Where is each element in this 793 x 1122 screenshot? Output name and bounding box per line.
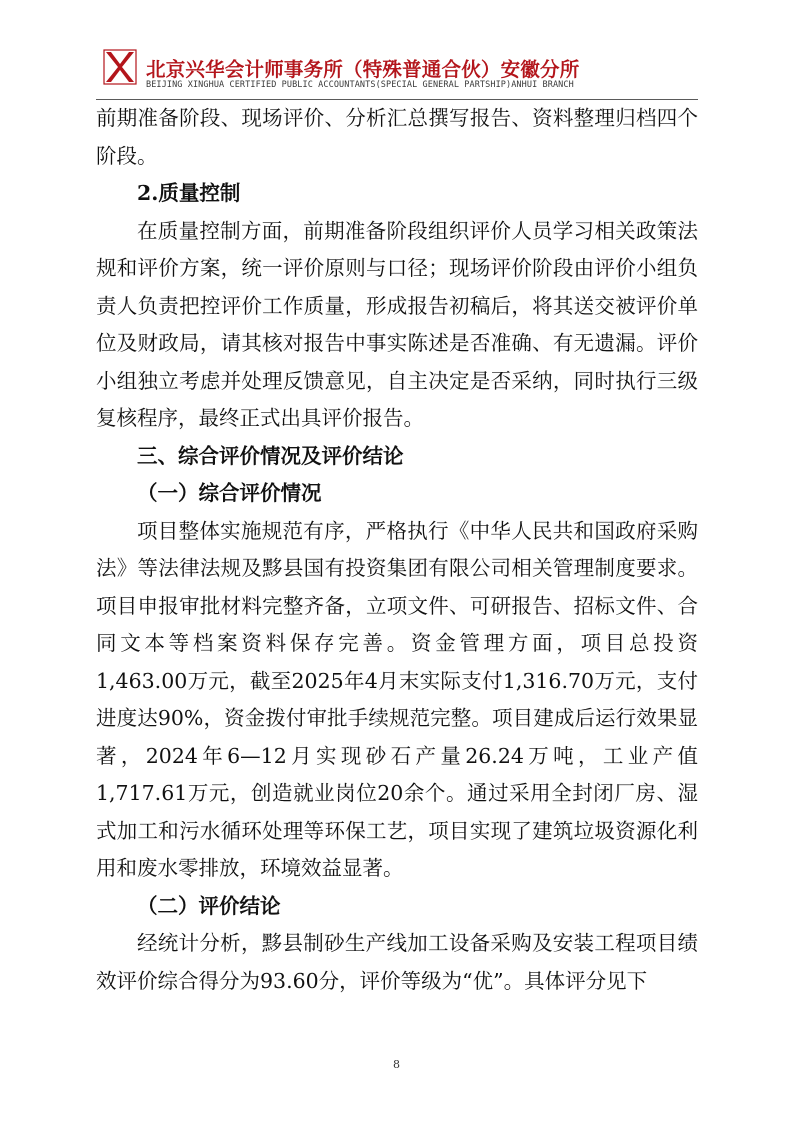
paragraph-quality-control: 在质量控制方面，前期准备阶段组织评价人员学习相关政策法规和评价方案，统一评价原则与口径；现场评价阶段由评价小组负责人负责把控评价工作质量，形成报告初稿后，将其送交被评价单位及财政局，请其核对报告中事实陈述是否准确、有无遗漏。评价小组独立考虑并处理反馈意见，自主决定是否采纳，同时执行三级复核程序，最终正式出具评价报告。 <box>96 218 698 430</box>
firm-name-cn: 北京兴华会计师事务所（特殊普通合伙）安徽分所 <box>146 58 580 81</box>
document-body <box>96 100 698 1000</box>
paragraph-evaluation-conclusion: 经统计分析，黟县制砂生产线加工设备采购及安装工程项目绩效评价综合得分为93.60分，评价等级为“优”。具体评分见下 <box>96 931 698 993</box>
letterhead <box>96 48 696 100</box>
heading-evaluation-conclusion: （二）评价结论 <box>137 893 281 918</box>
heading-overall-evaluation: （一）综合评价情况 <box>137 481 322 505</box>
heading-quality-control: 2.质量控制 <box>137 181 241 205</box>
heading-section-3: 三、综合评价情况及评价结论 <box>137 443 404 468</box>
firm-name-en: BEIJING XINGHUA CERTIFIED PUBLIC ACCOUNTANTS(SPECIAL GENERAL PARTSHIP)ANHUI BRANCH <box>146 80 574 90</box>
page-number: 8 <box>393 1058 400 1071</box>
paragraph-overall-evaluation: 项目整体实施规范有序，严格执行《中华人民共和国政府采购法》等法律法规及黟县国有投资集团有限公司相关管理制度要求。项目申报审批材料完整齐备，立项文件、可研报告、招标文件、合同文本等档案资料保存完善。资金管理方面，项目总投资1,463.00万元，截至2025年4月末实际支付1,316.70万元，支付进度达90%，资金拨付审批手续规范完整。项目建成后运行效果显著，2024年6—12月实现砂石产量26.24万吨，工业产值1,717.61万元，创造就业岗位20余个。通过采用全封闭厂房、湿式加工和污水循环处理等环保工艺，项目实现了建筑垃圾资源化利用和废水零排放，环境效益显著。 <box>96 518 698 880</box>
xinghua-logo-icon <box>102 48 138 86</box>
paragraph-stages: 前期准备阶段、现场评价、分析汇总撰写报告、资料整理归档四个阶段。 <box>96 106 698 168</box>
